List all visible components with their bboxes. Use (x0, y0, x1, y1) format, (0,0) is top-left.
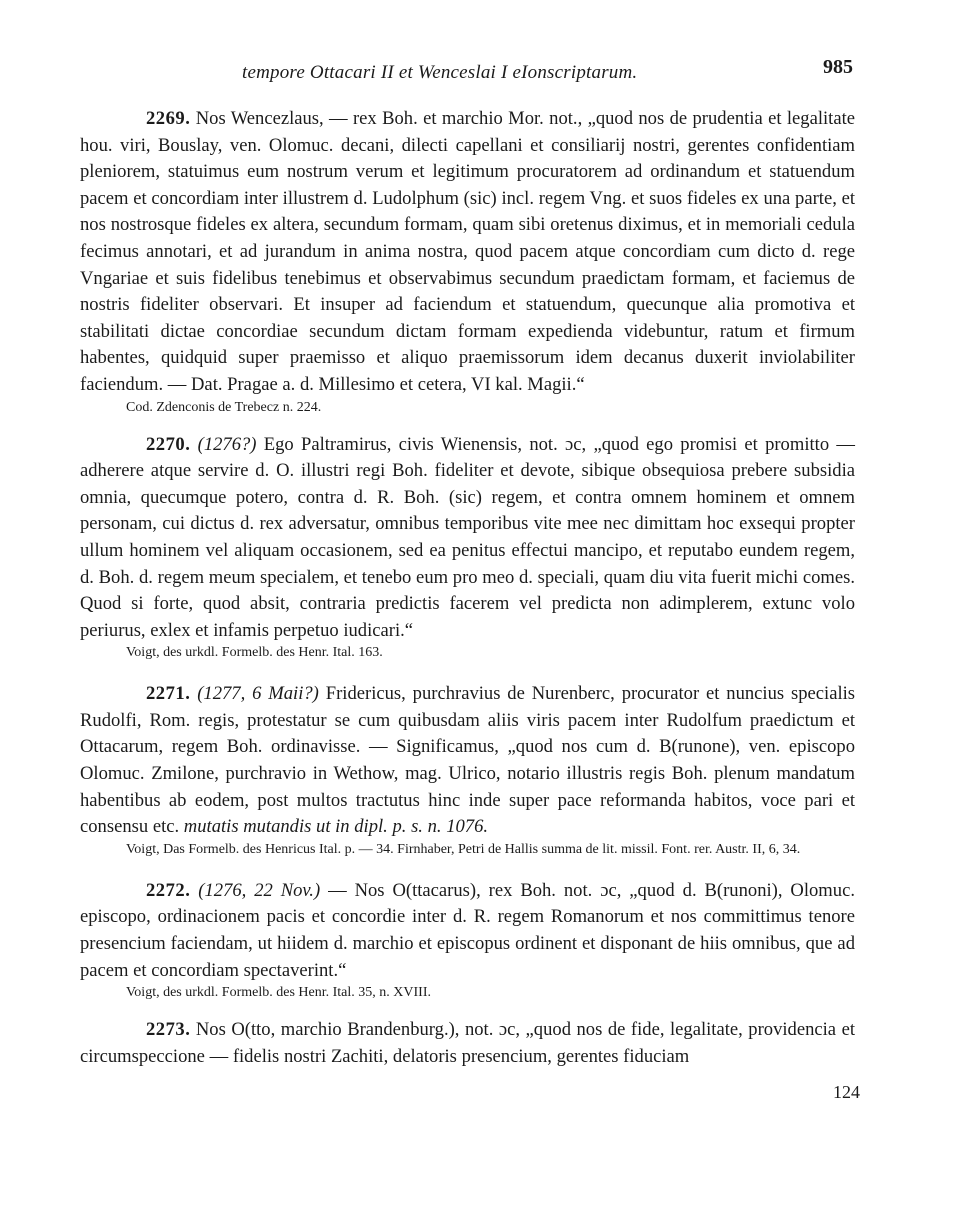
entry-text: Ego Paltramirus, civis Wienensis, not. ɔc, „quod ego promisi et promitto — adherere atque servire d. O. illustri regi Boh. fideliter et devote, sibique obsequiosa prebere subsidia omnia, quecumque potero, contra d. R. Boh. (sic) regem, et contra omnem hominem et omnem personam, cui dictus d. rex adversatur, omnibus temporibus vite mee nec dimittam hoc exsequi propter ullum hominem vel aliquam occasionem, sed ea penitus effectui mancipo, et reputabo eundem regem, d. Boh. d. regem meum specialem, et tenebo eum pro meo d. speciali, quam diu vita fuerit michi comes. Quod si forte, quod absit, contraria predictis facerem vel predicta non adimplerem, extunc volo periurus, exlex et infamis perpetuo iudicari.“ (80, 433, 855, 641)
entry-number: 2272. (146, 879, 191, 901)
document-page (80, 50, 855, 1070)
entry-text: Fridericus, purchravius de Nurenberc, procurator et nuncius specialis Rudolfi, Rom. regis, protestatur se cum quibusdam aliis viris pacem inter Rudolfum praedictum et Ottacarum, regem Boh. ordinavisse. — Significamus, „quod nos cum d. B(runone), ven. episcopo Olomuc. Zmilone, purchravio in Wethow, mag. Ulrico, notario illustris regis Boh. plenum mandatum habentibus ab eodem, post multos tractutus hinc inde super pace reformanda habitos, voce pari et consensu etc. (80, 683, 856, 838)
entry-source: Cod. Zdenconis de Trebecz n. 224. (126, 399, 322, 415)
entry-source: Voigt, des urkdl. Formelb. des Henr. Ital. 163. (126, 645, 383, 661)
page-number: 985 (823, 56, 853, 78)
entry-2270 (80, 432, 855, 645)
entry-number: 2271. (146, 683, 191, 705)
entry-number: 2269. (146, 108, 191, 129)
entry-date: (1276?) (197, 433, 257, 455)
entry-2271 (80, 681, 855, 841)
entry-2269 (80, 106, 855, 399)
entry-date: (1277, 6 Maii?) (197, 683, 319, 705)
entry-number: 2273. (146, 1019, 191, 1041)
entry-date: (1276, 22 Nov.) (198, 879, 321, 901)
entry-source: Voigt, des urkdl. Formelb. des Henr. Ital. 35, n. XVIII. (126, 985, 431, 1001)
entry-text: Nos O(tto, marchio Brandenburg.), not. ɔc, „quod nos de fide, legalitate, providencia et circumspeccione — fidelis nostri Zachiti, delatoris presencium, gerentes fiduciam (80, 1019, 855, 1067)
signature-mark: 124 (833, 1082, 860, 1102)
running-title: tempore Ottacari II et Wenceslai I eIonscriptarum. (242, 62, 638, 83)
entry-2273 (80, 1017, 855, 1070)
entry-reference: mutatis mutandis ut in dipl. p. s. n. 1076. (183, 816, 489, 838)
entry-2272 (80, 878, 855, 984)
entry-text: Nos Wencezlaus, — rex Boh. et marchio Mor. not., „quod nos de prudentia et legalitate hou. viri, Bouslay, ven. Olomuc. decani, dilecti capellani et consiliarij nostri, gerentes confidentiam pleniorem, statuimus eum nostrum verum et legitimum procuratorem ad ordinandum et statuendum pacem et concordiam inter illustrem d. Ludolphum (sic) incl. regem Vng. et suos fideles ex una parte, et nos nostrosque fideles ex altera, secundum formam, quam sibi oretenus diximus, et in memoriali cedula fecimus annotari, et ad jurandum in anima nostra, quod pacem atque concordiam cum dicto d. rege Vngariae et suis fidelibus tenebimus et observabimus secundum praedictam formam, et faciemus de nostris fideliter observari. Et insuper ad faciendum et statuendum, quecunque alia promotiva et stabilitati dictae concordiae secundum dictam formam expedienda videbuntur, ratum et firmum habentes, quidquid super praemisso et aliquo praemissorum idem decanus duxerit inviolabiliter faciendum. — Dat. Pragae a. d. Millesimo et cetera, VI kal. Magii.“ (80, 108, 855, 395)
entry-text: — Nos O(ttacarus), rex Boh. not. ɔc, „quod d. B(runoni), Olomuc. episcopo, ordinacionem pacis et concordie inter d. R. regem Romanorum et nos committimus tenore presencium faciendam, ut hiidem d. marchio et episcopus ordinent et disponant de hiis omnibus, que ad pacem et concordiam spectaverint.“ (80, 879, 855, 981)
entry-source: Voigt, Das Formelb. des Henricus Ital. p. — 34. Firnhaber, Petri de Hallis summa de lit. missil. Font. rer. Austr. II, 6, 34. (126, 841, 801, 857)
entry-number: 2270. (146, 433, 191, 455)
page-header (80, 50, 855, 86)
